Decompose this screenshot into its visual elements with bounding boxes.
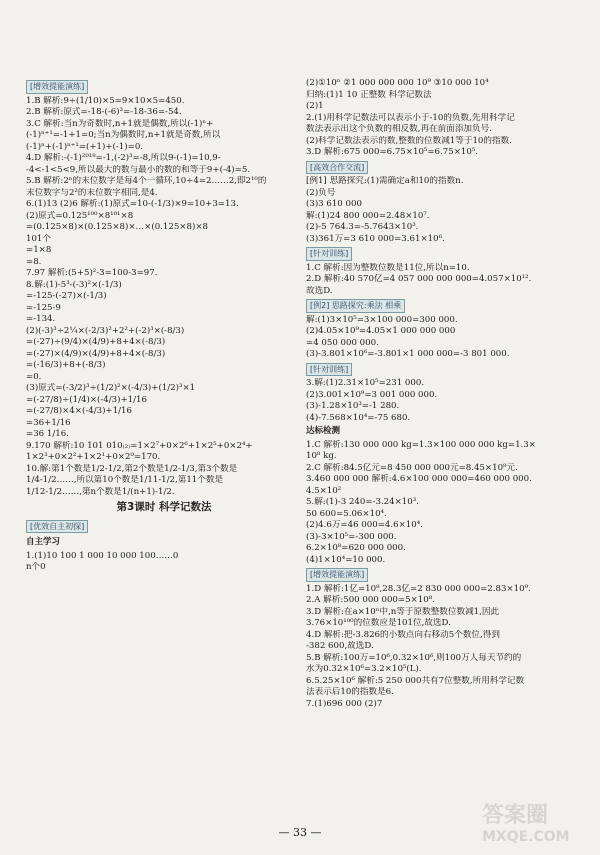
line-text: 1.B 解析:9÷(1/10)×5=9×10×5=450. [26,95,185,106]
text-line [26,452,302,464]
text-line [306,555,584,567]
text-line [26,78,302,96]
watermark-logo [482,803,592,851]
line-text: 故选D. [306,285,333,296]
line-text: 2.D 解析:40 570亿=4 057 000 000 000=4.057×10¹². [306,274,532,284]
text-line [306,687,584,699]
text-line [26,535,302,551]
line-text: =(-27/8)÷(1/4)×(-4/3)+1/16 [26,394,147,405]
line-text: 7.97 解析:(5+5)²-3=100-3=97. [26,268,158,278]
text-line [306,584,584,596]
text-line [26,222,302,234]
text-line [306,630,584,642]
text-line [26,211,302,223]
line-text: =(-27)÷(9/4)×(4/9)+8+4×(-8/3) [26,337,166,347]
text-line [26,562,302,574]
line-text: 1/12-1/2……,第n个数是1/(n+1)-1/2. [26,486,175,497]
text-line [306,349,584,361]
line-text: 1/4-1/2……,所以第10个数是1/11-1/2,第11个数是 [26,475,224,485]
line-text: (2)(-3)³÷2¼×(-2/3)²+2²+(-2)³×(-8/3) [26,325,185,336]
text-line [26,245,302,257]
text-line [306,159,584,177]
text-line [306,101,584,113]
line-text: n个0 [26,562,46,572]
line-text: 5.解:(1)-3 240=-3.24×10³. [306,497,419,507]
text-line [26,165,302,177]
line-text: 6.(1)13 (2)6 解析:(1)原式=10-(-1/3)×9=10+3=13. [26,199,239,209]
text-line [26,326,302,338]
section-header: [增效提能演练] [306,568,368,582]
line-text: 1×2³+0×2²+1×2¹+0×2⁰=170. [26,452,161,462]
text-line [26,303,302,315]
section-header: [针对训练] [306,363,352,377]
text-line [26,314,302,326]
text-line [306,595,584,607]
text-line [306,274,584,286]
line-text: (-1)ⁿ⁺¹=-1+1=0;当n为偶数时,n+1就是奇数,所以 [26,130,221,140]
line-text: 3.460 000 000 解析:4.6×100 000 000=460 000 000. [306,474,532,484]
line-text: 3.D 解析:在a×10ⁿ中,n等于原数整数位数减1,因此 [306,606,500,617]
section-header: [高效合作交流] [306,161,368,175]
text-line [306,315,584,327]
line-text: =1×8 [26,245,52,255]
text-line [26,130,302,142]
line-text: (3)3 610 000 [306,199,362,209]
text-line [306,147,584,159]
page-number: — 33 — [278,826,322,839]
left-column [26,78,302,574]
line-text: 9.170 解析:10 101 010₍₂₎=1×2⁷+0×2⁶+1×2⁵+0×2⁴+ [26,440,253,451]
text-line [306,113,584,125]
text-line [26,234,302,246]
line-text: (2)1 [306,101,324,111]
line-text: 101个 [26,233,51,244]
text-line [26,268,302,280]
text-line [26,280,302,292]
text-line [306,124,584,136]
text-line [306,286,584,298]
text-line [306,234,584,246]
line-text: 2.C 解析:84.5亿元=8 450 000 000元=8.45×10⁹元. [306,462,518,473]
text-line [306,641,584,653]
lesson-title: 第3课时 科学记数法 [116,501,212,513]
text-line [306,263,584,275]
text-line [306,486,584,498]
line-text: 4.5×10² [306,485,342,496]
text-line [306,543,584,555]
line-text: 8.解:(1)-5³-(-3)²×(-1/3) [26,279,122,290]
text-line [306,463,584,475]
line-text: -4<-1<5<9,所以最大的数与最小的数的和等于9+(-4)=5. [26,164,251,175]
text-line [306,653,584,665]
line-text: (4)1×10⁴=10 000. [306,554,386,565]
text-line [26,107,302,119]
line-text: [例1] 思路探究:(1)需确定a和10的指数n. [306,176,464,186]
text-line [306,676,584,688]
line-text: 3.76×10¹⁰⁰的位数应是101位,故选D. [306,618,451,628]
text-line [26,337,302,349]
line-text: 1.C 解析:130 000 000 kg=1.3×100 000 000 kg=1.3× [306,439,536,450]
line-text: =(-27)×(4/9)×(4/9)+8+4×(-8/3) [26,348,166,359]
line-text: =36 1/16. [26,429,69,439]
line-text: 7.(1)696 000 (2)7 [306,698,383,709]
line-text: (2)原式=0.125¹⁰⁰×8¹⁰¹×8 [26,210,134,221]
text-line [306,474,584,486]
text-line [306,401,584,413]
line-text: (3)361万=3 610 000=3.61×10⁶. [306,233,445,244]
text-line [26,291,302,303]
line-text: 50 600=5.06×10⁴. [306,508,387,519]
line-text: 3.C 解析:当n为奇数时,n+1就是偶数,所以(-1)ⁿ+ [26,118,214,129]
line-text: (3)-3×10⁵=-300 000. [306,531,397,542]
line-text: 归纳:(1)1 10 正整数 科学记数法 [306,89,432,100]
text-line [306,520,584,532]
line-text: 5.B 解析:100万=10⁶,0.32×10⁶,则100万人每天节约的 [306,652,522,663]
text-line [26,119,302,131]
line-text: (2)-5 764.3=-5.7643×10³. [306,222,419,232]
line-text: 法表示后10的指数是6. [306,687,394,697]
section-header: [针对训练] [306,247,352,261]
line-text: (3)-1.28×10³=-1 280. [306,401,400,411]
line-text: (3)-3.801×10⁶=-3.801×1 000 000=-3 801 000. [306,349,510,359]
text-line [306,378,584,390]
text-line [306,361,584,379]
text-line [26,406,302,418]
line-text: (3)原式=(-3/2)³÷(1/2)²×(-4/3)+(1/2)³×1 [26,383,196,393]
watermark-line2: MXQE.COM [482,829,570,845]
text-line [306,451,584,463]
text-line [306,297,584,315]
text-line [306,338,584,350]
watermark-line1: 答案圈 [482,803,549,828]
text-line [306,390,584,402]
text-line [306,199,584,211]
text-line [306,532,584,544]
line-text: =0. [26,371,42,382]
text-line [26,418,302,430]
text-line [306,136,584,148]
line-text: 3.D 解析:675 000=6.75×10⁵=6.75×10⁵. [306,147,479,157]
line-text: 3.解:(1)2.31×10⁵=231 000. [306,378,425,388]
text-line [306,90,584,102]
line-text: =-125-(-27)×(-1/3) [26,291,107,301]
text-line [306,440,584,452]
line-text: 末位数字与2²的末位数字相同,是4. [26,187,158,198]
text-line [306,326,584,338]
line-text: -382 600,故选D. [306,641,374,651]
text-line [26,176,302,188]
text-line [26,551,302,563]
text-line [26,142,302,154]
line-text: =(0.125×8)×(0.125×8)×…×(0.125×8)×8 [26,222,208,232]
text-line [306,176,584,188]
text-line [306,424,584,440]
line-text: 5.B 解析:2ⁿ的末位数字是每4个一循环,10÷4=2……2,即2¹⁰的 [26,176,267,186]
text-line [26,383,302,395]
section-header: [优效自主初探] [26,520,88,534]
section-header: [例2] 思路探究:乘法 相乘 [306,299,405,313]
text-line [306,664,584,676]
line-text: 2.(1)用科学记数法可以表示小于-10的负数,先用科学记 [306,112,515,123]
text-line [26,188,302,200]
line-text: (2)3.001×10⁹=3 001 000 000. [306,389,438,400]
line-text: 1.(1)10 100 1 000 10 000 100……0 [26,550,179,561]
line-text: (2)①10ⁿ ②1 000 000 000 10⁹ ③10 000 10⁴ [306,78,489,88]
line-text: =8. [26,256,42,267]
text-line [26,429,302,441]
line-text: =(-27/8)×4×(-4/3)+1/16 [26,406,132,416]
text-line [306,509,584,521]
line-text: (2)科学记数法表示的数,整数的位数减1等于10的指数. [306,135,512,146]
line-text: 6.2×10⁸=620 000 000. [306,543,406,553]
line-text: =(-16/3)+8+(-8/3) [26,360,106,370]
text-line [26,349,302,361]
text-line [26,199,302,211]
text-line [306,607,584,619]
text-line [26,464,302,476]
line-text: 1.C 解析:因为整数位数是11位,所以n=10. [306,262,470,273]
line-text: 10⁸ kg. [306,451,337,461]
text-line [306,211,584,223]
line-text: 解:(1)24 800 000=2.48×10⁷. [306,210,430,221]
line-text: 4.D 解析:把-3.826的小数点向右移动5个数位,得到 [306,629,500,640]
text-line [306,618,584,630]
subsection-title: 自主学习 [26,537,61,547]
text-line [26,395,302,407]
section-header: [增效提能演练] [26,80,88,94]
subsection-title: 达标检测 [306,426,341,436]
text-line [26,153,302,165]
text-line [26,372,302,384]
text-line [306,222,584,234]
text-line [26,257,302,269]
line-text: (2)负号 [306,187,336,198]
text-line [26,502,302,514]
line-text: 4.D 解析:-(-1)²⁰¹⁸=-1,(-2)³=-8,所以9-(-1)=10,9- [26,153,221,163]
text-line [26,487,302,499]
text-line [306,188,584,200]
line-text: =-125-9 [26,302,61,313]
text-line [26,360,302,372]
text-line [26,441,302,453]
text-line [26,96,302,108]
text-line [306,699,584,711]
text-line [306,78,584,90]
line-text: (4)-7.568×10⁴=-75 680. [306,412,411,423]
line-text: (2)4.05×10⁹=4.05×1 000 000 000 [306,326,456,336]
line-text: 2.B 解析:原式=-18-(-6)³=-18-36=-54. [26,107,182,117]
line-text: 数法表示出这个负数的相反数,再在前面添加负号. [306,124,492,134]
text-line [26,475,302,487]
right-column [306,78,584,710]
line-text: (-1)ⁿ+(-1)ⁿ⁺¹=(+1)+(-1)=0. [26,141,144,152]
line-text: 水为0.32×10⁶=3.2×10⁵(L). [306,664,422,674]
line-text: 1.D 解析:1亿=10⁸,28.3亿=2 830 000 000=2.83×10⁹. [306,583,531,594]
text-line [306,245,584,263]
line-text: 10.解:第1个数是1/2-1/2,第2个数是1/2-1/3,第3个数是 [26,463,238,474]
text-line [306,566,584,584]
text-line [306,413,584,425]
line-text: 2.A 解析:500 000 000=5×10⁸. [306,595,435,605]
text-line [306,497,584,509]
line-text: 6.5.25×10⁶ 解析:5 250 000共有7位整数,所用科学记数 [306,675,525,686]
line-text: (2)4.6万=46 000=4.6×10⁴. [306,520,423,530]
text-line [26,518,302,536]
line-text: =36+1/16 [26,417,71,428]
line-text: =-134. [26,314,56,324]
line-text: =4 050 000 000. [306,337,379,348]
line-text: 解:(1)3×10⁵=3×100 000=300 000. [306,314,458,325]
